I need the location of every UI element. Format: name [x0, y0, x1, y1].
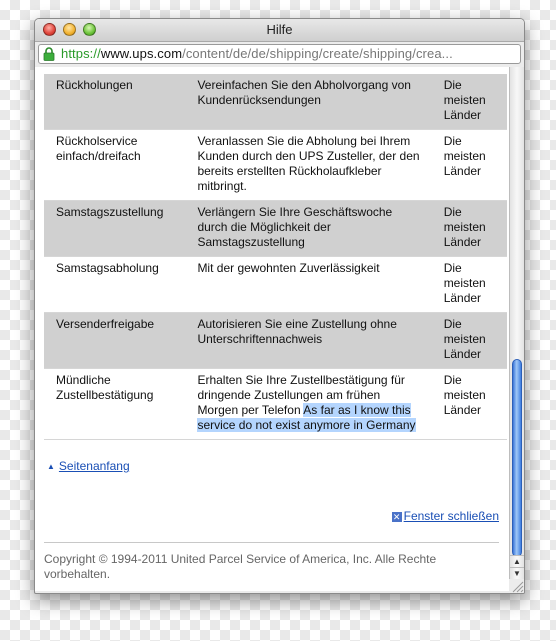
scrollbar-thumb[interactable] [512, 359, 522, 557]
selected-text[interactable]: As far as I know this service do not exist anymore in Germany [197, 403, 416, 432]
vertical-scrollbar[interactable] [509, 67, 524, 579]
service-name: Versenderfreigabe [44, 313, 185, 369]
window-title: Hilfe [266, 22, 293, 37]
scroll-down-button[interactable]: ▼ [510, 567, 524, 580]
service-name: Samstagszustellung [44, 201, 185, 257]
close-box-icon: ✕ [392, 512, 401, 522]
copyright-text: Copyright © 1994-2011 United Parcel Service of America, Inc. Alle Rechte vorbehalten. [44, 552, 437, 581]
table-row [44, 74, 507, 130]
resize-grip-icon [509, 579, 524, 593]
service-name: Rückholungen [44, 74, 185, 130]
service-name: Rückholservice einfach/dreifach [56, 134, 141, 163]
service-availability: Die meisten Länder [432, 74, 507, 130]
service-availability: Die meisten Länder [443, 373, 486, 417]
service-description: Mit der gewohnten Zuverlässigkeit [197, 261, 380, 275]
url-domain: www.ups.com [100, 46, 183, 61]
service-description: Autorisieren Sie eine Zustellung ohne Unterschriftennachweis [185, 313, 431, 369]
resize-handle[interactable] [509, 579, 524, 593]
address-bar[interactable] [38, 44, 521, 64]
back-to-top-label: Seitenanfang [58, 459, 130, 473]
table-row [44, 130, 507, 201]
service-description: Veranlassen Sie die Abholung bei Ihrem Kunden durch den UPS Zusteller, der den bereits erstellten Rückholaufkleber mitbringt. [197, 134, 420, 193]
table-row [44, 257, 507, 313]
url-path: /content/de/de/shipping/create/shipping/crea... [182, 46, 453, 61]
service-availability: Die meisten Länder [443, 134, 486, 178]
services-table [44, 74, 507, 440]
scroll-up-button[interactable]: ▲ [510, 555, 524, 568]
footer-divider [44, 542, 499, 543]
close-window-link[interactable] [392, 509, 499, 523]
table-row [44, 369, 507, 440]
service-description-cell [185, 369, 431, 440]
service-availability: Die meisten Länder [432, 313, 507, 369]
service-name: Samstagsabholung [56, 261, 159, 275]
help-window [34, 18, 525, 594]
url-scheme: https:// [61, 46, 101, 61]
close-window-label: Fenster schließen [403, 509, 499, 523]
title-bar[interactable] [35, 19, 524, 42]
service-availability: Die meisten Länder [432, 201, 507, 257]
arrow-up-icon: ▲ [47, 462, 55, 471]
service-availability: Die meisten Länder [443, 261, 486, 305]
service-description: Verlängern Sie Ihre Geschäftswoche durch die Möglichkeit der Samstagszustellung [185, 201, 431, 257]
back-to-top-link[interactable] [47, 459, 130, 473]
table-row [44, 313, 507, 369]
table-row [44, 201, 507, 257]
service-description: Erhalten Sie Ihre Zustellbestätigung für dringende Zustellungen am frühen Morgen per Telefon [197, 373, 405, 417]
lock-icon [43, 47, 55, 61]
service-description: Vereinfachen Sie den Abholvorgang von Kundenrücksendungen [185, 74, 431, 130]
service-name: Mündliche Zustellbestätigung [56, 373, 154, 402]
page-content [35, 67, 509, 591]
url-text [61, 46, 453, 61]
